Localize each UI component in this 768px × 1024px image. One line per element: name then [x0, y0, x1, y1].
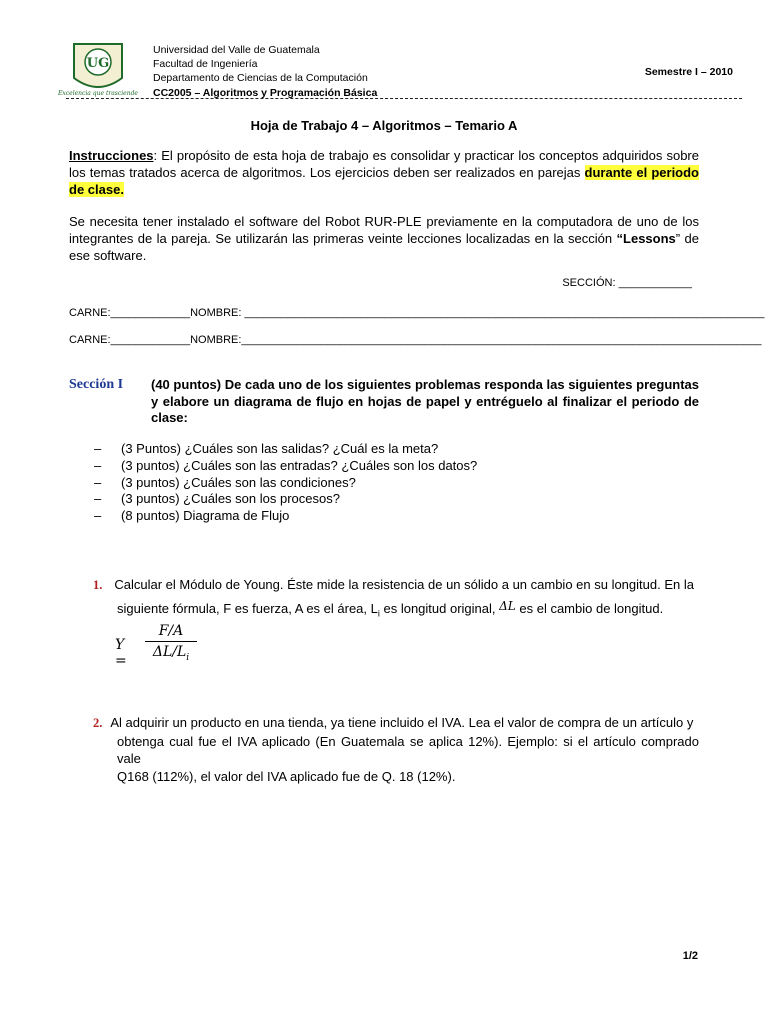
carne-nombre-line-2[interactable]: CARNE:_____________NOMBRE:_____________________________________________________________________________________ — [69, 334, 762, 346]
course-name: CC2005 – Algoritmos y Programación Básica — [153, 86, 378, 99]
instructions-text: : El propósito de esta hoja de trabajo es consolidar y practicar los conceptos adquiridos sobre los temas tratados acerca de algoritmos. Los ejercicios deben ser realizados en parejas — [69, 148, 699, 181]
page-number: 1/2 — [682, 950, 698, 962]
software-paragraph — [69, 213, 699, 265]
svg-text:UG: UG — [86, 56, 110, 71]
faculty-name: Facultad de Ingeniería — [153, 58, 258, 71]
problem-2-line-3: Q168 (112%), el valor del IVA aplicado fue de Q. 18 (12%). — [117, 768, 456, 784]
seccion-field[interactable]: SECCIÓN: ____________ — [562, 277, 692, 289]
logo-motto: Excelencia que trasciende — [58, 90, 138, 97]
problem-1-line-1: Calcular el Módulo de Young. Éste mide la resistencia de un sólido a un cambio en su longitud. En la — [114, 577, 694, 592]
problem-number: 2. — [93, 716, 103, 730]
lessons-label: “Lessons — [616, 231, 676, 247]
list-item: – (3 puntos) ¿Cuáles son las condiciones? — [94, 474, 356, 490]
software-text: Se necesita tener instalado el software del Robot RUR-PLE previamente en la computadora de uno de los integrantes de la pareja. Se utilizarán las primeras veinte lecciones localizadas en la sección — [69, 214, 699, 247]
formula-denominator: $\Delta L/L_i$ — [152, 644, 190, 663]
formula-numerator: F/A — [158, 623, 184, 639]
problem-2-line-2: obtenga cual fue el IVA aplicado (En Guatemala se aplica 12%). Ejemplo: si el artículo comprado vale — [117, 733, 699, 766]
question-list — [94, 441, 477, 525]
section-description: (40 puntos) De cada uno de los siguientes problemas responda las siguientes preguntas y elabore un diagrama de flujo en hojas de papel y entréguelo al finalizar el periodo de clase: — [151, 377, 699, 425]
header-divider — [66, 98, 742, 99]
instructions-highlight: durante el periodo de clase. — [69, 165, 699, 198]
problem-1 — [93, 574, 699, 625]
list-item: – (3 puntos) ¿Cuáles son las entradas? ¿Cuáles son los datos? — [94, 457, 478, 473]
list-item: – (8 puntos) Diagrama de Flujo — [94, 508, 290, 524]
list-item: – (3 Puntos) ¿Cuáles son las salidas? ¿Cuál es la meta? — [94, 441, 439, 456]
semester: Semestre I – 2010 — [644, 66, 733, 78]
problem-1-line-2: siguiente fórmula, F es fuerza, A es el área, $L_i$ es longitud original, ΔL es el cambio de longitud. — [117, 599, 664, 619]
university-name: Universidad del Valle de Guatemala — [153, 44, 320, 56]
department-name: Departamento de Ciencias de la Computación — [153, 72, 368, 85]
section-label: Sección I — [69, 377, 124, 392]
software-text-end: ” de ese software. — [69, 231, 699, 264]
carne-nombre-line-1[interactable]: CARNE:_____________NOMBRE: _____________________________________________________________________________________ — [69, 307, 765, 319]
delta-l-symbol: ΔL — [499, 599, 516, 613]
instructions-paragraph — [69, 147, 699, 199]
header-info — [153, 43, 377, 100]
university-logo — [58, 40, 138, 100]
page-title: Hoja de Trabajo 4 – Algoritmos – Temario A — [250, 118, 518, 133]
list-item: – (3 puntos) ¿Cuáles son los procesos? — [94, 491, 340, 507]
problem-number: 1. — [93, 578, 103, 592]
problem-2 — [93, 714, 699, 785]
instructions-label: Instrucciones — [69, 148, 154, 163]
problem-2-line-1: Al adquirir un producto en una tienda, ya tiene incluido el IVA. Lea el valor de compra de un artículo y — [110, 715, 694, 730]
